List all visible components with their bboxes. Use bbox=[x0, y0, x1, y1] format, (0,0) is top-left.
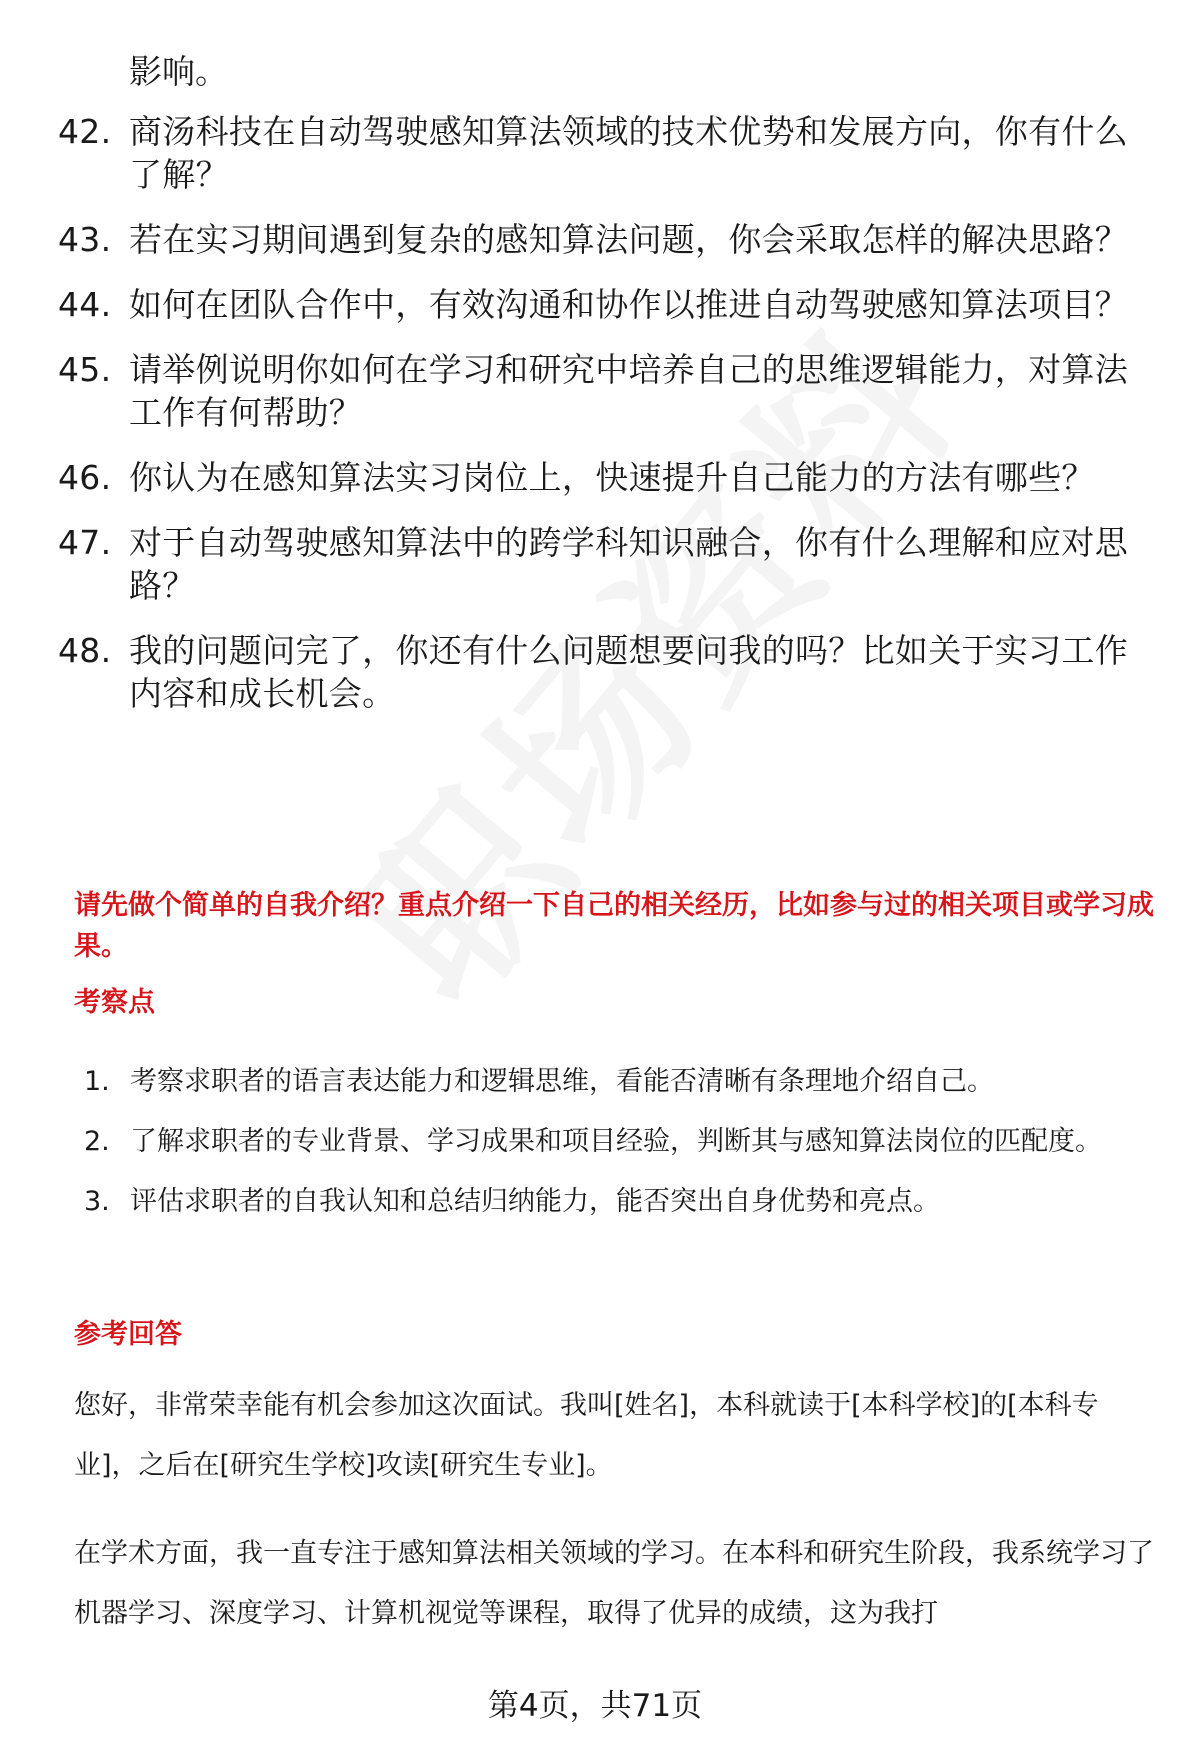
question-list bbox=[58, 110, 1148, 737]
item-text: 你认为在感知算法实习岗位上，快速提升自己能力的方法有哪些？ bbox=[129, 458, 1095, 497]
answer-paragraph: 在学术方面，我一直专注于感知算法相关领域的学习。在本科和研究生阶段，我系统学习了机器学习、深度学习、计算机视觉等课程，取得了优异的成绩，这为我打 bbox=[74, 1538, 1154, 1629]
item-text: 评估求职者的自我认知和总结归纳能力，能否突出自身优势和亮点。 bbox=[130, 1186, 940, 1217]
item-number: 43. bbox=[58, 220, 112, 259]
item-number: 45. bbox=[58, 350, 112, 389]
continuation-text: 影响。 bbox=[129, 52, 228, 91]
list-item bbox=[58, 283, 1148, 326]
item-number: 44. bbox=[58, 285, 112, 324]
list-item bbox=[58, 110, 1148, 196]
item-number: 2. bbox=[84, 1126, 110, 1157]
item-text: 对于自动驾驶感知算法中的跨学科知识融合，你有什么理解和应对思路？ bbox=[129, 523, 1128, 605]
list-item bbox=[84, 1172, 1154, 1232]
item-text: 如何在团队合作中，有效沟通和协作以推进自动驾驶感知算法项目？ bbox=[129, 285, 1128, 324]
list-item bbox=[58, 456, 1148, 499]
list-item bbox=[58, 521, 1148, 607]
item-number: 47. bbox=[58, 523, 112, 562]
list-item bbox=[84, 1112, 1154, 1172]
reference-answer-heading: 参考回答 bbox=[74, 1319, 182, 1350]
assessment-heading: 考察点 bbox=[74, 987, 155, 1018]
item-text: 我的问题问完了，你还有什么问题想要问我的吗？比如关于实习工作内容和成长机会。 bbox=[129, 631, 1128, 713]
item-number: 48. bbox=[58, 631, 112, 670]
list-item bbox=[58, 348, 1148, 434]
item-number: 1. bbox=[84, 1066, 110, 1097]
item-text: 考察求职者的语言表达能力和逻辑思维，看能否清晰有条理地介绍自己。 bbox=[130, 1066, 994, 1097]
item-text: 了解求职者的专业背景、学习成果和项目经验，判断其与感知算法岗位的匹配度。 bbox=[130, 1126, 1102, 1157]
list-item bbox=[84, 1052, 1154, 1112]
item-number: 3. bbox=[84, 1186, 110, 1217]
item-text: 请举例说明你如何在学习和研究中培养自己的思维逻辑能力，对算法工作有何帮助？ bbox=[129, 350, 1128, 432]
page-footer: 第4页，共71页 bbox=[487, 1688, 703, 1724]
answer-paragraph: 您好，非常荣幸能有机会参加这次面试。我叫[姓名]，本科就读于[本科学校]的[本科专业]，之后在[研究生学校]攻读[研究生专业]。 bbox=[74, 1390, 1099, 1481]
assessment-list bbox=[84, 1052, 1154, 1232]
item-text: 商汤科技在自动驾驶感知算法领域的技术优势和发展方向，你有什么了解？ bbox=[129, 112, 1128, 194]
list-item bbox=[58, 629, 1148, 715]
list-item bbox=[58, 218, 1148, 261]
item-text: 若在实习期间遇到复杂的感知算法问题，你会采取怎样的解决思路？ bbox=[129, 220, 1128, 259]
item-number: 42. bbox=[58, 112, 112, 151]
item-number: 46. bbox=[58, 458, 112, 497]
highlight-question: 请先做个简单的自我介绍？重点介绍一下自己的相关经历，比如参与过的相关项目或学习成果。 bbox=[74, 890, 1154, 962]
